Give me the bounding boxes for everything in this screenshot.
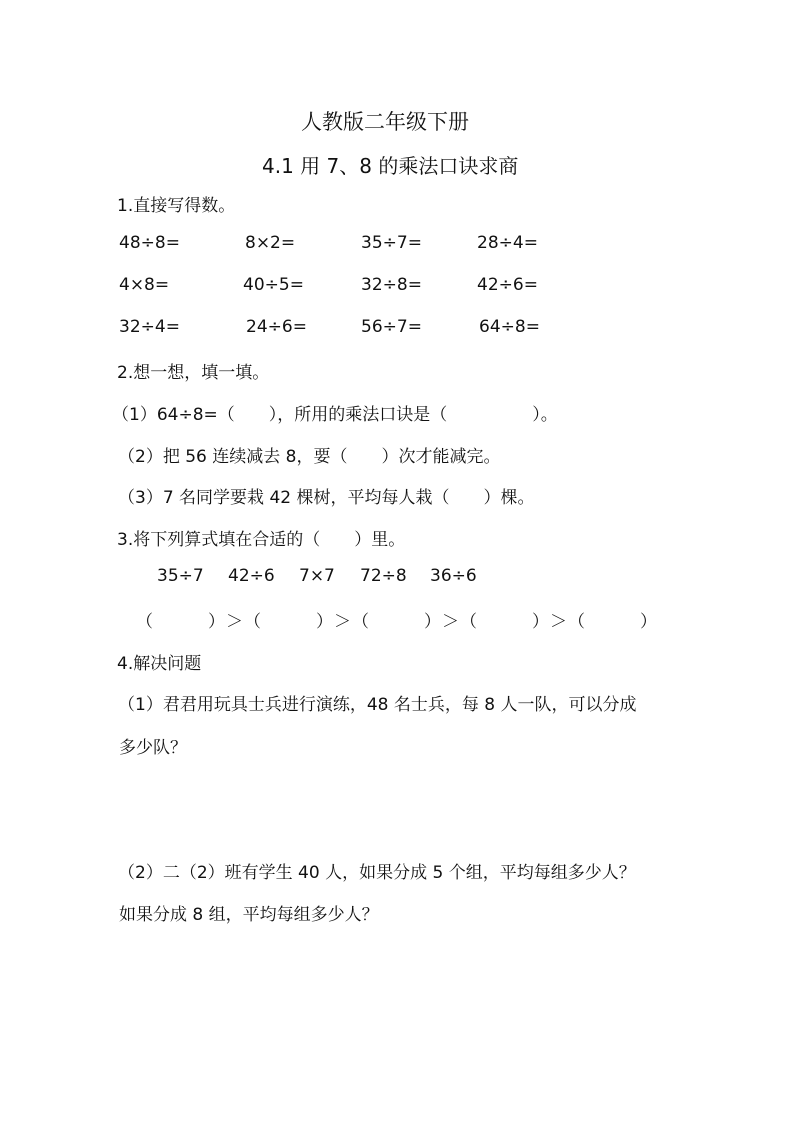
equation-r2c2: 40÷5= [243,275,304,295]
fill-blank-item-2: （2）把 56 连续减去 8，要（ ）次才能减完。 [118,447,501,467]
equation-r1c1: 48÷8= [119,233,180,253]
expression-3: 7×7 [299,566,335,586]
problem-2-line-2: 如果分成 8 组，平均每组多少人？ [119,905,379,925]
fill-blank-item-1: （1）64÷8=（ ），所用的乘法口诀是（ ）。 [112,405,558,425]
problem-2-line-1: （2）二（2）班有学生 40 人，如果分成 5 个组，平均每组多少人？ [118,863,636,883]
expression-1: 35÷7 [157,566,204,586]
equation-r3c2: 24÷6= [246,317,307,337]
section-4-heading: 4.解决问题 [117,654,202,674]
equation-r1c3: 35÷7= [361,233,422,253]
equation-r3c1: 32÷4= [119,317,180,337]
equation-r2c4: 42÷6= [477,275,538,295]
page-title: 人教版二年级下册 [301,110,469,134]
expression-2: 42÷6 [228,566,275,586]
fill-blank-item-3: （3）7 名同学要栽 42 棵树，平均每人栽（ ）棵。 [118,488,535,508]
equation-r1c2: 8×2= [245,233,296,253]
expression-5: 36÷6 [430,566,477,586]
expression-4: 72÷8 [360,566,407,586]
equation-r2c3: 32÷8= [361,275,422,295]
section-2-heading: 2.想一想，填一填。 [117,363,270,383]
section-1-heading: 1.直接写得数。 [117,196,236,216]
equation-r1c4: 28÷4= [477,233,538,253]
equation-r2c1: 4×8= [119,275,170,295]
problem-1-line-2: 多少队？ [119,738,187,758]
comparison-blanks: （ ）＞（ ）＞（ ）＞（ ）＞（ ） [136,612,658,632]
equation-r3c3: 56÷7= [361,317,422,337]
problem-1-line-1: （1）君君用玩具士兵进行演练，48 名士兵，每 8 人一队，可以分成 [118,695,637,715]
page-subtitle: 4.1 用 7、8 的乘法口诀求商 [262,154,519,178]
section-3-heading: 3.将下列算式填在合适的（ ）里。 [117,530,406,550]
equation-r3c4: 64÷8= [479,317,540,337]
